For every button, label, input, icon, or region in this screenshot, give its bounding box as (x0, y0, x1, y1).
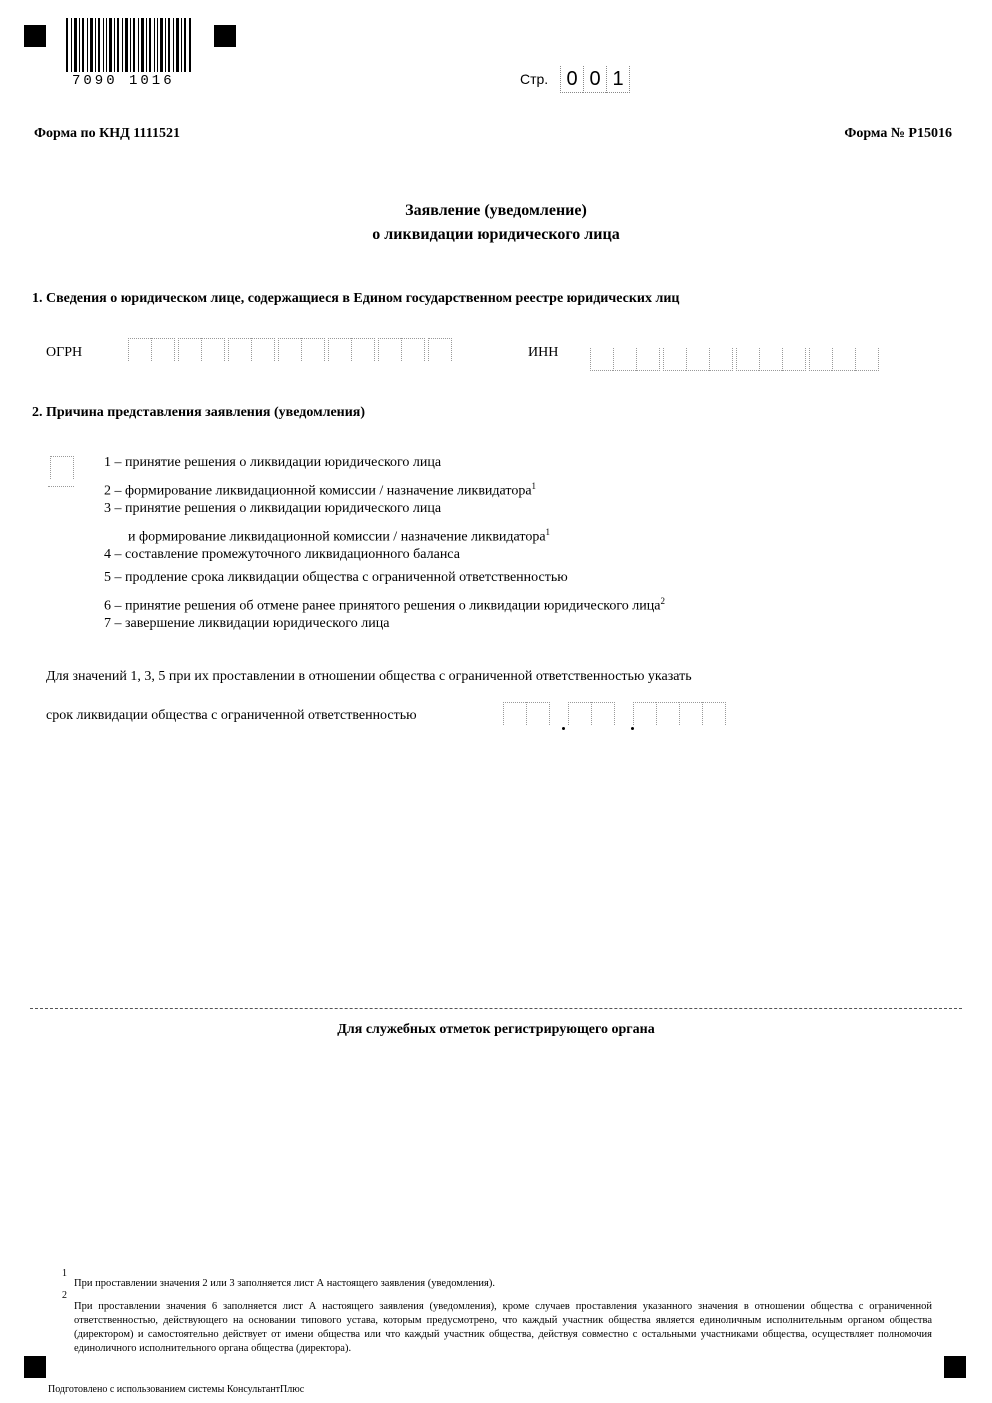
liquidation-term-label: срок ликвидации общества с ограниченной ответственностью (46, 708, 417, 723)
document-title-line1: Заявление (уведомление) (405, 202, 587, 219)
reason-option-7: 7 – завершение ликвидации юридического лица (104, 616, 390, 631)
corner-marker-bottom-right (944, 1356, 966, 1378)
form-number-label: Форма № Р15016 (844, 126, 952, 141)
prepared-with-note: Подготовлено с использованием системы КонсультантПлюс (48, 1384, 305, 1395)
corner-marker-top-left (24, 25, 46, 47)
footnote-mark-2: 2 (62, 1290, 67, 1301)
footnote-1: При проставлении значения 2 или 3 заполняется лист А настоящего заявления (уведомления). (74, 1278, 495, 1289)
corner-marker-top-right (214, 25, 236, 47)
page-label: Стр. (520, 71, 549, 87)
reason-option-3: 3 – принятие решения о ликвидации юридического лица (104, 501, 442, 516)
reason-option-6: 6 – принятие решения об отмене ранее принятого решения о ликвидации юридического лица$^2$ (104, 596, 665, 614)
ogrn-label: ОГРН (46, 345, 83, 360)
inn-input-cells[interactable] (590, 348, 882, 371)
date-separator-dot (631, 727, 634, 730)
footnote-mark-1: 1 (62, 1268, 67, 1279)
barcode-number: 7090 1016 (72, 73, 175, 89)
reason-option-5: 5 – продление срока ликвидации общества с ограниченной ответственностью (104, 570, 568, 585)
page-digit-cell[interactable]: 1 (606, 66, 630, 93)
cut-line (30, 1008, 962, 1009)
page-digit-cell[interactable]: 0 (560, 66, 583, 93)
liquidation-term-date-cells[interactable] (503, 702, 729, 725)
footnote-2: При проставлении значения 6 заполняется лист А настоящего заявления (уведомления), кроме случаев проставления указанного значения в отношении общества с ограниченной ответственностью, действующего на основании типового устава, которым предусмотрено, что каждый участник общества является единоличным исполнительным органом общества (директором) и самостоятельно действует от имени общества или что каждый участник общества, действуя совместно с остальными участниками общества, осуществляет полномочия единоличного исполнительного органа общества (директора). (74, 1301, 932, 1354)
reason-option-4: 4 – составление промежуточного ликвидационного баланса (104, 547, 460, 562)
liquidation-note: Для значений 1, 3, 5 при их проставлении в отношении общества с ограниченной ответственностью указать (46, 669, 692, 684)
form-knd-label: Форма по КНД 1111521 (34, 126, 180, 141)
reason-option-2: 2 – формирование ликвидационной комиссии / назначение ликвидатора$^1$ (104, 481, 537, 499)
reason-code-cell[interactable] (50, 456, 74, 479)
section1-heading: 1. Сведения о юридическом лице, содержащиеся в Едином государственном реестре юридических лиц (32, 291, 680, 306)
ogrn-input-cells[interactable] (128, 338, 455, 361)
inn-label: ИНН (528, 345, 559, 360)
reason-option-3-cont: и формирование ликвидационной комиссии / назначение ликвидатора$^1$ (128, 527, 551, 545)
document-title-line2: о ликвидации юридического лица (372, 226, 620, 243)
page-number-cells (560, 66, 630, 93)
service-heading: Для служебных отметок регистрирующего органа (337, 1022, 655, 1037)
reason-option-1: 1 – принятие решения о ликвидации юридического лица (104, 455, 442, 470)
reason-code-cell-underline (48, 486, 74, 487)
section2-heading: 2. Причина представления заявления (уведомления) (32, 405, 366, 420)
date-separator-dot (562, 727, 565, 730)
barcode-image (66, 18, 192, 72)
page-digit-cell[interactable]: 0 (583, 66, 606, 93)
corner-marker-bottom-left (24, 1356, 46, 1378)
